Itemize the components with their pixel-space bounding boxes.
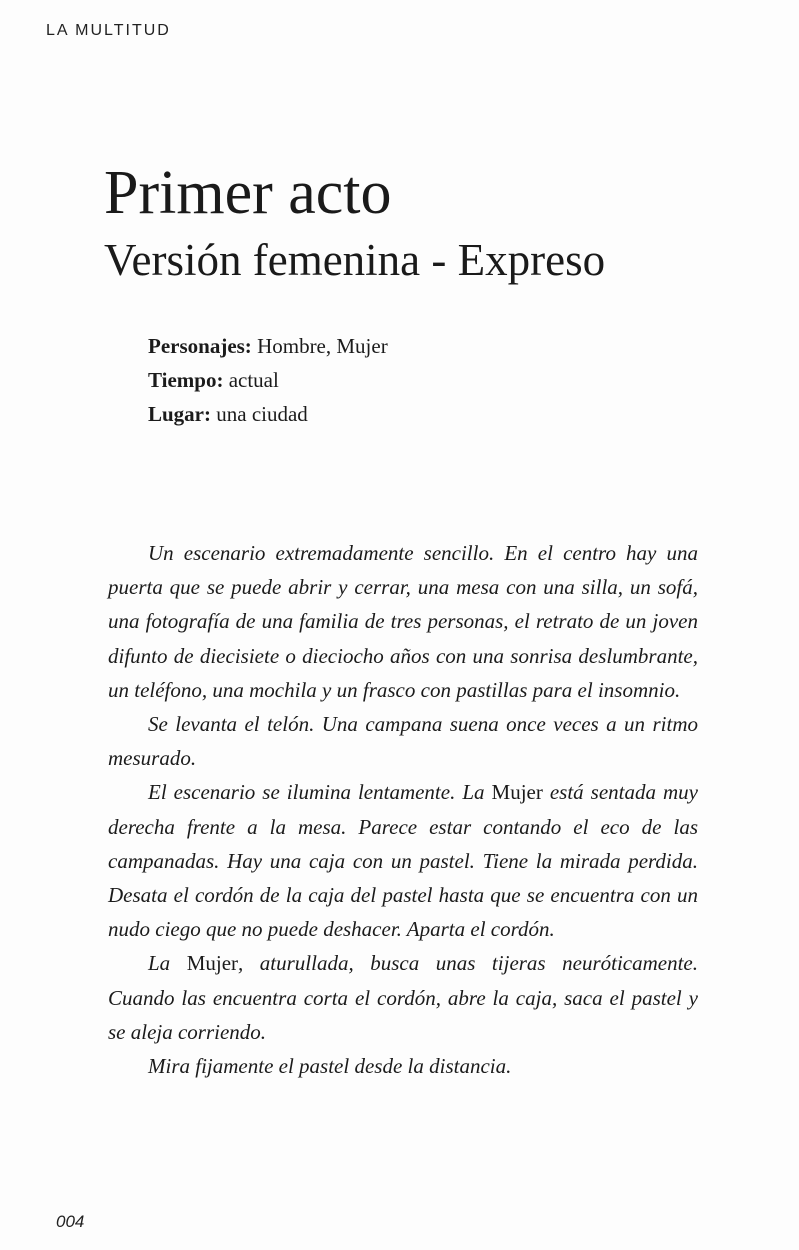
paragraph: Mira fijamente el pastel desde la distancia. xyxy=(148,1054,512,1079)
personajes-label: Personajes: xyxy=(148,334,252,358)
paragraph-text: El escenario se ilumina lentamente. La xyxy=(148,780,492,805)
character-name: Mujer xyxy=(491,780,543,805)
lugar-row xyxy=(148,397,388,431)
character-name: Mujer xyxy=(186,951,239,976)
paragraph-text: La xyxy=(148,951,187,976)
paragraph: Se levanta el telón. Una campana suena once veces a un ritmo mesurado. xyxy=(108,712,698,771)
tiempo-value: actual xyxy=(228,368,279,392)
tiempo-row xyxy=(148,363,388,397)
paragraph: Un escenario extremadamente sencillo. En el centro hay una puerta que se puede abrir y cerrar, una mesa con una silla, un sofá, una fotografía de una familia de tres personas, el retrato de un joven difunto de diecisiete o dieciocho años con una sonrisa deslumbrante, un teléfono, una mochila y un frasco con pastillas para el insomnio. xyxy=(108,541,698,702)
paragraph-text: , aturullada, busca unas tijeras neuróticamente. Cuando las encuentra corta el cordón, abre la caja, saca el pastel y se aleja corriendo. xyxy=(108,951,698,1044)
paragraph-text: está sentada muy derecha frente a la mesa. Parece estar contando el eco de las campanadas. Hay una caja con un pastel. Tiene la mirada perdida. Desata el cordón de la caja del pastel hasta que se encuentra con un nudo ciego que no puede deshacer. Aparta el cordón. xyxy=(108,780,698,942)
personajes-row xyxy=(148,329,388,363)
paragraph xyxy=(108,946,698,1049)
cast-info xyxy=(148,329,388,431)
paragraph xyxy=(108,775,698,946)
page-number: 004 xyxy=(56,1212,85,1231)
personajes-value: Hombre, Mujer xyxy=(257,334,388,358)
page-title: Primer acto xyxy=(104,159,392,227)
tiempo-label: Tiempo: xyxy=(148,368,224,392)
page-subtitle: Versión femenina - Expreso xyxy=(104,235,606,285)
lugar-value: una ciudad xyxy=(216,402,308,426)
lugar-label: Lugar: xyxy=(148,402,211,426)
running-head: LA MULTITUD xyxy=(46,22,171,39)
stage-directions xyxy=(108,536,698,1083)
